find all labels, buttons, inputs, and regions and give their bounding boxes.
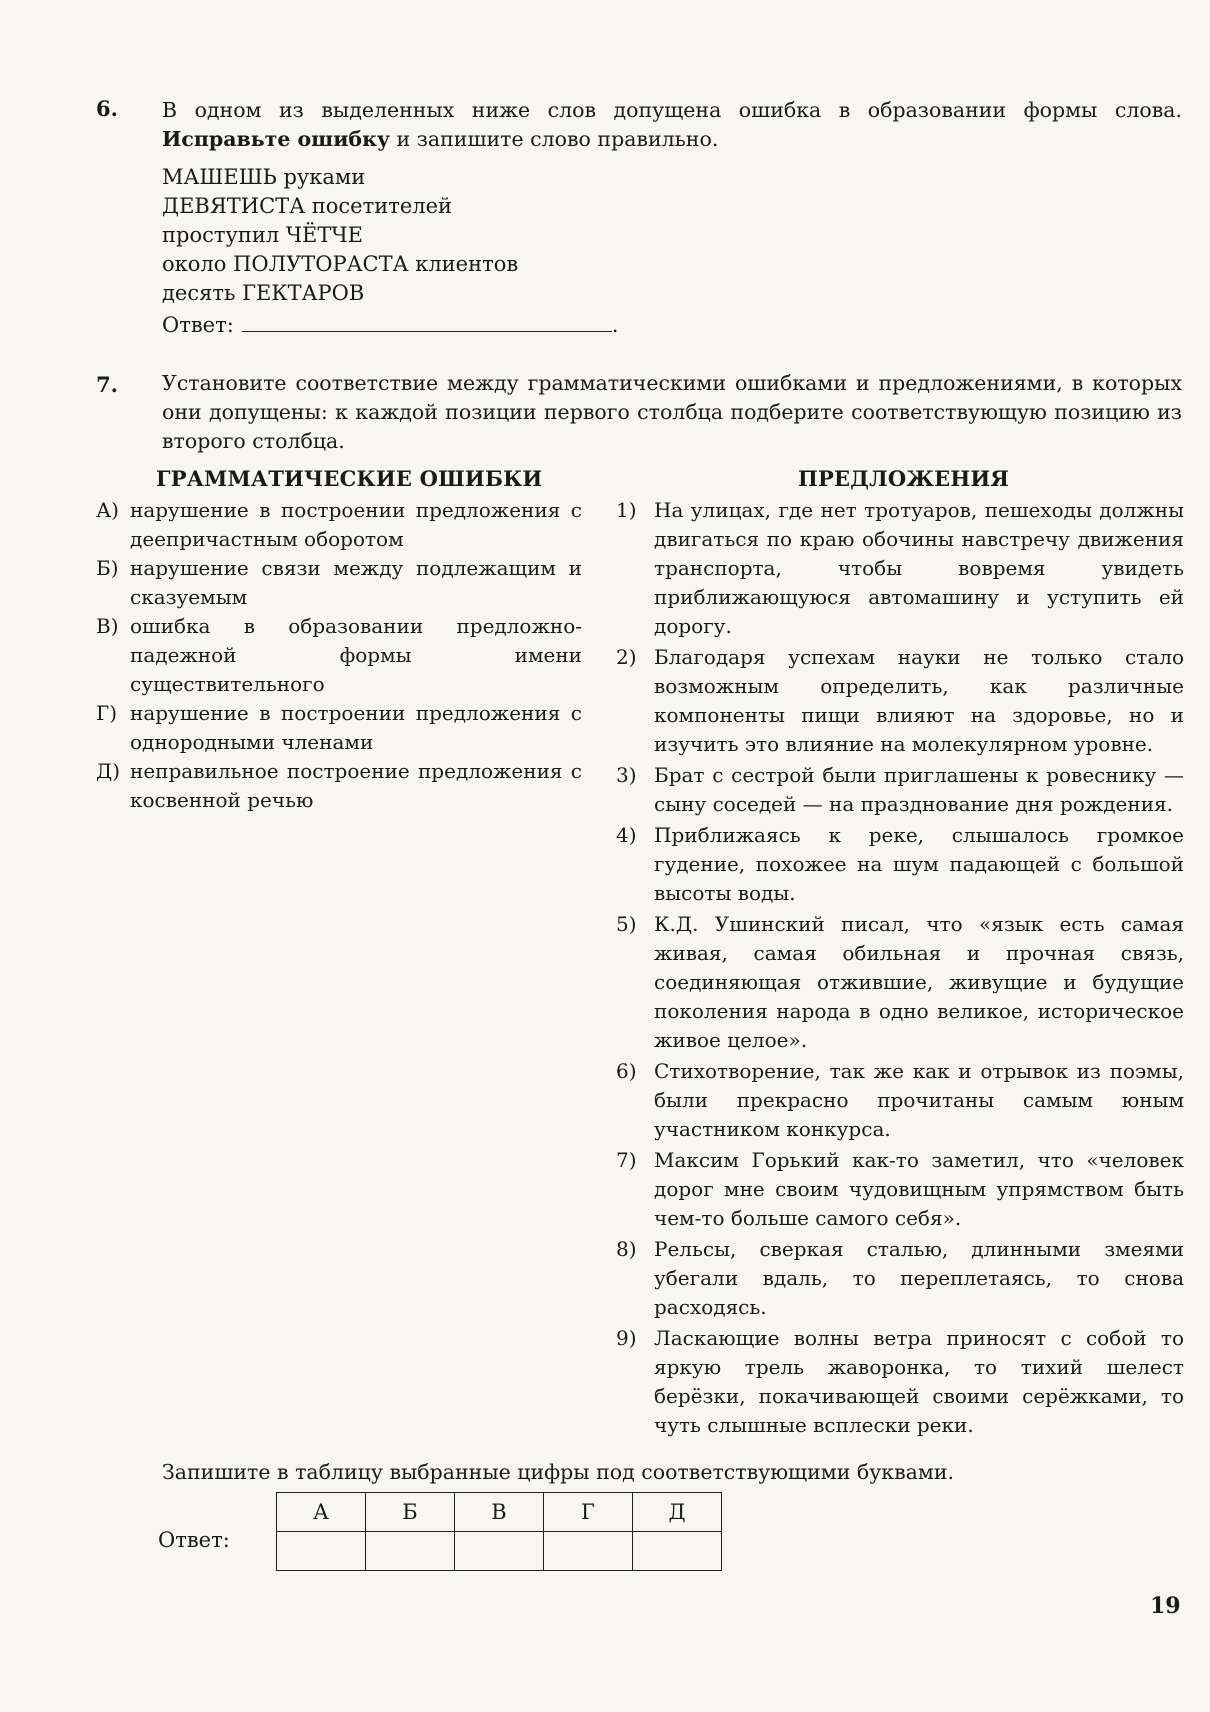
error-label: Б) [96, 556, 119, 580]
sentence-label: 2) [616, 645, 637, 669]
task-6-text [162, 96, 1182, 154]
sentences-list [616, 496, 1184, 1442]
sentence-text: К.Д. Ушинский писал, что «язык есть самая живая, самая обильная и прочная связь, соединяющая отжившие, живущие и будущие поколения народа в одно великое, историческое живое целое». [654, 912, 1184, 1052]
task-7-number: 7. [96, 372, 118, 397]
error-item [96, 699, 582, 757]
sentence-item [616, 1146, 1184, 1233]
error-text: нарушение в построении предложения с однородными членами [130, 701, 582, 754]
sentence-item [616, 1057, 1184, 1144]
sentence-label: 9) [616, 1326, 637, 1350]
sentence-text: Стихотворение, так же как и отрывок из поэмы, были прекрасно прочитаны самым юным участником конкурса. [654, 1059, 1184, 1141]
task-6-number: 6. [96, 96, 118, 121]
task-7-text: Установите соответствие между грамматическими ошибками и предложениями, в которых они допущены: к каждой позиции первого столбца подберите соответствующую позицию из второго столбца. [162, 371, 1182, 453]
answer-table-header: Д [633, 1493, 722, 1532]
error-item [96, 612, 582, 699]
error-text: нарушение в построении предложения с деепричастным оборотом [130, 498, 582, 551]
error-text: нарушение связи между подлежащим и сказуемым [130, 556, 582, 609]
sentence-label: 5) [616, 912, 637, 936]
answer-table-header: А [277, 1493, 366, 1532]
errors-list [96, 496, 582, 815]
error-item [96, 496, 582, 554]
task-6-text-bold: Исправьте ошибку [162, 127, 391, 151]
sentence-text: Максим Горький как-то заметил, что «человек дорог мне своим чудовищным упрямством быть чем-то больше самого себя». [654, 1148, 1184, 1230]
sentence-text: Благодаря успехам науки не только стало возможным определить, как различные компоненты пищи влияют на здоровье, но и изучить это влияние на молекулярном уровне. [654, 645, 1184, 756]
answer-cell[interactable] [277, 1532, 366, 1571]
task-6-answer-period: . [611, 313, 619, 337]
page-number: 19 [1150, 1593, 1181, 1619]
error-label: В) [96, 614, 119, 638]
error-label: А) [96, 498, 119, 522]
sentence-item [616, 496, 1184, 641]
task-6-answer-row [162, 311, 618, 340]
table-instruction: Запишите в таблицу выбранные цифры под соответствующими буквами. [162, 1460, 955, 1484]
answer-table-input-row [277, 1532, 722, 1571]
answer-table [276, 1492, 722, 1571]
sentence-label: 4) [616, 823, 637, 847]
task-6-word: около ПОЛУТОРАСТА клиентов [162, 252, 519, 276]
sentence-item [616, 761, 1184, 819]
task-6-text-part2: и запишите слово правильно. [390, 127, 719, 151]
task-6-answer-field[interactable] [242, 311, 612, 332]
answer-cell[interactable] [633, 1532, 722, 1571]
sentences-column-heading: ПРЕДЛОЖЕНИЯ [798, 466, 1010, 491]
sentence-label: 3) [616, 763, 637, 787]
task-6-answer-label: Ответ: [162, 313, 234, 337]
error-label: Г) [96, 701, 118, 725]
error-text: ошибка в образовании предложно-падежной формы имени существительного [130, 614, 582, 696]
sentence-text: Приближаясь к реке, слышалось громкое гудение, похожее на шум падающей с большой высоты воды. [654, 823, 1184, 905]
task-6-word-list [162, 163, 618, 340]
sentence-text: Брат с сестрой были приглашены к ровеснику — сыну соседей — на празднование дня рождения. [654, 763, 1184, 816]
task-6-text-part1: В одном из выделенных ниже слов допущена ошибка в образовании формы слова. [162, 98, 1182, 122]
sentence-text: Рельсы, сверкая сталью, длинными змеями убегали вдаль, то переплетаясь, то снова расходясь. [654, 1237, 1184, 1319]
task-7-answer-label: Ответ: [158, 1528, 230, 1552]
sentence-item [616, 1235, 1184, 1322]
error-label: Д) [96, 759, 121, 783]
sentence-item [616, 821, 1184, 908]
answer-cell[interactable] [455, 1532, 544, 1571]
sentence-item [616, 910, 1184, 1055]
answer-table-header: Г [544, 1493, 633, 1532]
answer-cell[interactable] [544, 1532, 633, 1571]
task-6-word: ДЕВЯТИСТА посетителей [162, 194, 453, 218]
sentence-text: На улицах, где нет тротуаров, пешеходы должны двигаться по краю обочины навстречу движения транспорта, чтобы вовремя увидеть приближающуюся автомашину и уступить ей дорогу. [654, 498, 1184, 638]
answer-table-header: В [455, 1493, 544, 1532]
sentence-item [616, 1324, 1184, 1440]
sentence-label: 6) [616, 1059, 637, 1083]
errors-column-heading: ГРАММАТИЧЕСКИЕ ОШИБКИ [156, 466, 543, 491]
task-6-word: проступил ЧЁТЧЕ [162, 223, 363, 247]
answer-table-header-row [277, 1493, 722, 1532]
answer-cell[interactable] [366, 1532, 455, 1571]
sentence-label: 8) [616, 1237, 637, 1261]
task-6-word: десять ГЕКТАРОВ [162, 281, 365, 305]
error-text: неправильное построение предложения с косвенной речью [130, 759, 582, 812]
error-item [96, 757, 582, 815]
sentence-text: Ласкающие волны ветра приносят с собой то яркую трель жаворонка, то тихий шелест берёзки, покачивающей своими серёжками, то чуть слышные всплески реки. [654, 1326, 1184, 1437]
error-item [96, 554, 582, 612]
answer-table-header: Б [366, 1493, 455, 1532]
sentence-item [616, 643, 1184, 759]
sentence-label: 1) [616, 498, 637, 522]
task-6-word: МАШЕШЬ руками [162, 165, 366, 189]
sentence-label: 7) [616, 1148, 637, 1172]
